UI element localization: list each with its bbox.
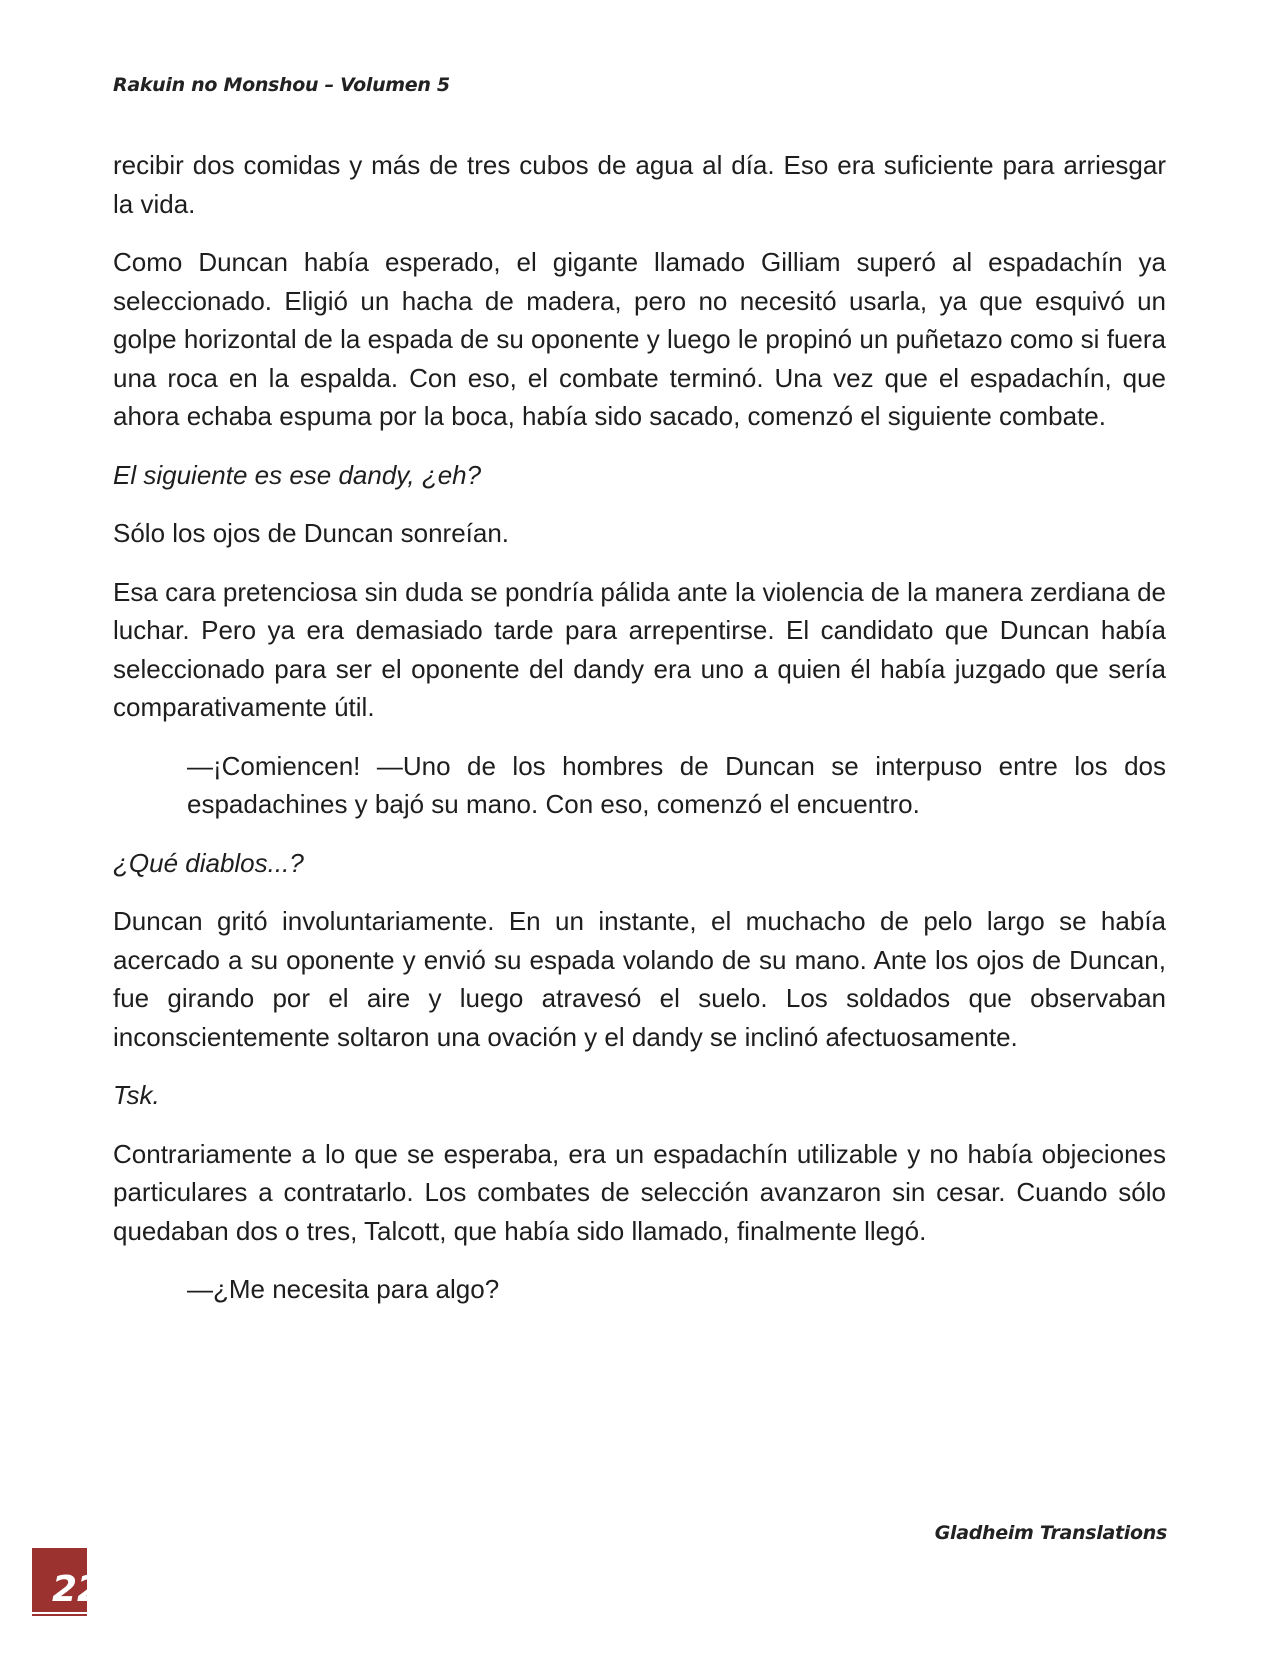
footer-credit: Gladheim Translations [934, 1522, 1167, 1544]
running-header-title: Rakuin no Monshou – Volumen 5 [113, 74, 450, 96]
paragraph-3-thought: El siguiente es ese dandy, ¿eh? [113, 459, 482, 490]
paragraph-1: recibir dos comidas y más de tres cubos de agua al día. Eso era suficiente para arriesgar la vida. [113, 150, 1166, 219]
paragraph-7-thought: ¿Qué diablos...? [113, 847, 304, 878]
page-number-underline [32, 1614, 87, 1616]
page-number: 22 [52, 1569, 103, 1610]
paragraph-11-dialogue: —¿Me necesita para algo? [187, 1274, 500, 1304]
paragraph-5: Esa cara pretenciosa sin duda se pondría pálida ante la violencia de la manera zerdiana de luchar. Pero ya era demasiado tarde para arrepentirse. El candidato que Duncan había seleccionado para ser el oponente del dandy era uno a quien él había juzgado que sería comparativamente útil. [113, 576, 1166, 722]
paragraph-2: Como Duncan había esperado, el gigante llamado Gilliam superó al espadachín ya seleccionado. Eligió un hacha de madera, pero no necesitó usarla, ya que esquivó un golpe horizontal de la espada de su oponente y luego le propinó un puñetazo como si fuera una roca en la espalda. Con eso, el combate terminó. Una vez que el espadachín, que ahora echaba espuma por la boca, había sido sacado, comenzó el siguiente combate. [113, 247, 1166, 431]
paragraph-10: Contrariamente a lo que se esperaba, era un espadachín utilizable y no había objeciones particulares a contratarlo. Los combates de selección avanzaron sin cesar. Cuando sólo quedaban dos o tres, Talcott, que había sido llamado, finalmente llegó. [113, 1138, 1166, 1246]
paragraph-9-thought: Tsk. [113, 1080, 160, 1110]
paragraph-4: Sólo los ojos de Duncan sonreían. [113, 518, 510, 548]
page-number-badge [32, 1548, 103, 1612]
chapter-body [113, 146, 1166, 1329]
paragraph-6-dialogue: —¡Comiencen! —Uno de los hombres de Duncan se interpuso entre los dos espadachines y bajó su mano. Con eso, comenzó el encuentro. [187, 750, 1166, 819]
paragraph-8: Duncan gritó involuntariamente. En un instante, el muchacho de pelo largo se había acercado a su oponente y envió su espada volando de su mano. Ante los ojos de Duncan, fue girando por el aire y luego atravesó el suelo. Los soldados que observaban inconscientemente soltaron una ovación y el dandy se inclinó afectuosamente. [113, 906, 1166, 1052]
